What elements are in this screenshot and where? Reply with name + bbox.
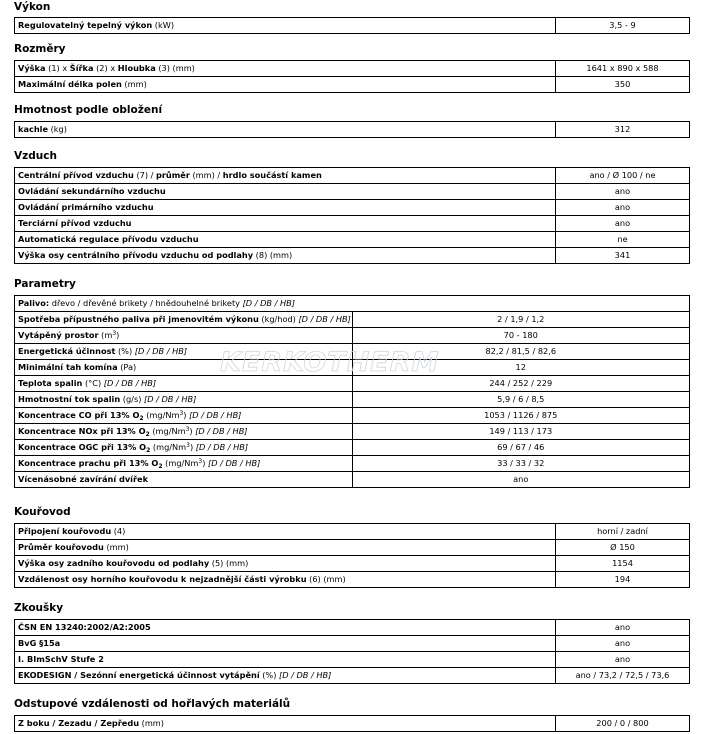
label-part: [D / DB / HB] — [195, 442, 249, 452]
label-subscript: 2 — [139, 415, 144, 422]
spec-row — [15, 232, 690, 248]
section-title: Kouřovod — [14, 506, 71, 518]
label-part: [D / DB / HB] — [195, 426, 248, 436]
label-part: [D / DB / HB] — [189, 410, 242, 420]
spec-row — [15, 440, 690, 456]
label-part: Koncentrace CO při 13% O — [18, 410, 140, 420]
spec-row — [15, 620, 690, 636]
label-part: ) — [202, 458, 209, 468]
label-part: Z boku / Zezadu / Zepředu — [18, 718, 140, 728]
spec-table — [14, 60, 690, 93]
spec-table — [14, 619, 690, 684]
spec-label — [15, 200, 556, 216]
label-part: I. BImSchV Stufe 2 — [18, 654, 104, 664]
spec-value: ano — [556, 620, 690, 636]
section-title: Vzduch — [14, 150, 57, 162]
spec-row — [15, 456, 690, 472]
spec-label — [15, 440, 353, 456]
spec-value: 2 / 1,9 / 1,2 — [352, 312, 690, 328]
spec-value: horní / zadní — [556, 524, 690, 540]
label-part: Výška — [18, 63, 46, 73]
label-part: Připojení kouřovodu — [18, 526, 112, 536]
spec-row — [15, 572, 690, 588]
spec-row — [15, 122, 690, 138]
label-part: kachle — [18, 124, 49, 134]
spec-label — [15, 18, 556, 34]
label-subscript: 2 — [146, 447, 151, 454]
spec-row — [15, 472, 690, 488]
spec-section — [14, 149, 690, 264]
spec-section — [14, 505, 690, 588]
label-part: (m — [98, 330, 113, 340]
label-part: Teplota spalin — [18, 378, 83, 388]
label-part: Hmotnostní tok spalin — [18, 394, 121, 404]
spec-row — [15, 200, 690, 216]
spec-row — [15, 424, 690, 440]
label-superscript: 3 — [198, 458, 203, 465]
spec-value: ano / 73,2 / 72,5 / 73,6 — [556, 668, 690, 684]
label-part: (mg/Nm — [149, 426, 186, 436]
spec-value: 1154 — [556, 556, 690, 572]
spec-row — [15, 556, 690, 572]
label-part: (kg/hod) — [258, 314, 299, 324]
spec-value: ano — [352, 472, 690, 488]
spec-section — [14, 0, 690, 34]
label-part: (g/s) — [120, 394, 145, 404]
spec-label — [15, 61, 556, 77]
spec-row — [15, 652, 690, 668]
label-part: [D / DB / HB] — [103, 378, 157, 388]
label-part: Terciární přívod vzduchu — [18, 218, 132, 228]
spec-value: 12 — [352, 360, 690, 376]
spec-value: 200 / 0 / 800 — [556, 716, 690, 732]
label-part: Hloubka — [117, 63, 156, 73]
label-part: ) — [190, 442, 196, 452]
spec-value: ano — [556, 636, 690, 652]
label-part: (%) — [259, 670, 280, 680]
spec-label — [15, 122, 556, 138]
label-part: (kg) — [48, 124, 67, 134]
label-part: (mm) — [139, 718, 164, 728]
label-part: (1) x — [45, 63, 70, 73]
label-superscript: 3 — [179, 410, 184, 417]
label-part: Koncentrace NOx při 13% O — [18, 426, 146, 436]
label-part: dřevo / dřevěné brikety / hnědouhelné brikety — [49, 298, 243, 308]
spec-table — [14, 295, 690, 488]
spec-table — [14, 715, 690, 732]
spec-label — [15, 456, 353, 472]
watermark-logo: KERKOTHERM — [220, 347, 440, 378]
label-part: Koncentrace prachu při 13% O — [18, 458, 159, 468]
spec-row — [15, 540, 690, 556]
spec-value: ano / Ø 100 / ne — [556, 168, 690, 184]
spec-label — [15, 232, 556, 248]
spec-value: 70 - 180 — [352, 328, 690, 344]
label-part: (mg/Nm — [162, 458, 199, 468]
label-part: [D / DB / HB] — [242, 298, 295, 308]
label-part: (2) x — [93, 63, 118, 73]
label-part: (mm) / — [189, 170, 223, 180]
label-part: průměr — [156, 170, 190, 180]
label-part: EKODESIGN / Sezónní energetická účinnost vytápění — [18, 670, 260, 680]
spec-label — [15, 572, 556, 588]
spec-value: 1053 / 1126 / 875 — [352, 408, 690, 424]
spec-label — [15, 620, 556, 636]
spec-table — [14, 167, 690, 264]
spec-section — [14, 103, 690, 138]
spec-label — [15, 556, 556, 572]
spec-label — [15, 540, 556, 556]
label-part: hrdlo součástí kamen — [222, 170, 322, 180]
spec-row — [15, 61, 690, 77]
spec-label — [15, 328, 353, 344]
spec-value: 244 / 252 / 229 — [352, 376, 690, 392]
spec-label — [15, 668, 556, 684]
spec-label — [15, 312, 353, 328]
spec-label — [15, 652, 556, 668]
label-part: ) — [189, 426, 196, 436]
spec-value: 3,5 - 9 — [556, 18, 690, 34]
spec-label — [15, 716, 556, 732]
label-part: Minimální tah komína — [18, 362, 118, 372]
spec-value: 5,9 / 6 / 8,5 — [352, 392, 690, 408]
spec-value: 1641 x 890 x 588 — [556, 61, 690, 77]
label-part: Spotřeba přípustného paliva při jmenovitém výkonu — [18, 314, 259, 324]
section-title: Rozměry — [14, 43, 66, 55]
spec-label — [15, 248, 556, 264]
spec-value: 350 — [556, 77, 690, 93]
spec-label — [15, 636, 556, 652]
label-part: Výška osy centrálního přívodu vzduchu od podlahy — [18, 250, 254, 260]
spec-value: 82,2 / 81,5 / 82,6 — [352, 344, 690, 360]
spec-row — [15, 636, 690, 652]
section-title: Odstupové vzdálenosti od hořlavých materiálů — [14, 698, 291, 710]
label-part: (mm) — [121, 79, 147, 89]
label-part: (7) / — [133, 170, 157, 180]
label-superscript: 3 — [186, 442, 190, 449]
spec-value: ne — [556, 232, 690, 248]
spec-section — [14, 42, 690, 93]
label-part: Vícenásobné zavírání dvířek — [18, 474, 149, 484]
label-part: (4) — [111, 526, 126, 536]
spec-table — [14, 17, 690, 34]
label-part: Centrální přívod vzduchu — [18, 170, 134, 180]
spec-row — [15, 18, 690, 34]
label-part: (mm) — [103, 542, 129, 552]
label-subscript: 2 — [145, 431, 150, 438]
spec-label — [15, 472, 353, 488]
section-title: Hmotnost podle obložení — [14, 104, 163, 116]
label-part: ČSN EN 13240:2002/A2:2005 — [18, 622, 151, 632]
label-part: ) — [183, 410, 190, 420]
spec-label — [15, 216, 556, 232]
spec-value: 341 — [556, 248, 690, 264]
label-part: [D / DB / HB] — [134, 346, 188, 356]
label-part: (kW) — [152, 20, 175, 30]
label-part: (3) (mm) — [155, 63, 195, 73]
spec-row — [15, 668, 690, 684]
spec-row — [15, 408, 690, 424]
spec-label — [15, 77, 556, 93]
spec-section — [14, 697, 690, 732]
spec-row — [15, 716, 690, 732]
label-part: Energetická účinnost — [18, 346, 116, 356]
label-part: [D / DB / HB] — [208, 458, 261, 468]
spec-value: 69 / 67 / 46 — [352, 440, 690, 456]
section-title: Parametry — [14, 278, 76, 290]
spec-label — [15, 168, 556, 184]
spec-value: ano — [556, 184, 690, 200]
label-part: Výška osy zadního kouřovodu od podlahy — [18, 558, 210, 568]
spec-table — [14, 121, 690, 138]
label-part: ) — [116, 330, 120, 340]
label-part: (°C) — [82, 378, 104, 388]
label-part: Koncentrace OGC při 13% O — [18, 442, 147, 452]
label-superscript: 3 — [185, 426, 190, 433]
label-part: Šířka — [69, 63, 94, 73]
spec-label — [15, 392, 353, 408]
spec-value: 194 — [556, 572, 690, 588]
spec-row — [15, 312, 690, 328]
label-part: (8) (mm) — [253, 250, 293, 260]
label-part: (Pa) — [117, 362, 137, 372]
label-superscript: 3 — [112, 330, 117, 337]
label-part: BvG §15a — [18, 638, 61, 648]
spec-row — [15, 168, 690, 184]
spec-value: ano — [556, 652, 690, 668]
spec-row — [15, 248, 690, 264]
label-part: [D / DB / HB] — [298, 314, 351, 324]
label-part: (mg/Nm — [143, 410, 180, 420]
spec-section — [14, 277, 690, 488]
label-subscript: 2 — [158, 463, 163, 470]
label-part: (%) — [115, 346, 135, 356]
spec-table — [14, 523, 690, 588]
label-part: Maximální délka polen — [18, 79, 122, 89]
spec-row — [15, 328, 690, 344]
spec-row — [15, 524, 690, 540]
section-title: Výkon — [14, 1, 51, 13]
spec-label — [15, 424, 353, 440]
spec-value: 312 — [556, 122, 690, 138]
label-part: Ovládání sekundárního vzduchu — [18, 186, 166, 196]
label-part: Palivo: — [18, 298, 50, 308]
label-part: Průměr kouřovodu — [18, 542, 104, 552]
spec-label — [15, 408, 353, 424]
spec-value: 149 / 113 / 173 — [352, 424, 690, 440]
spec-value: ano — [556, 200, 690, 216]
spec-row — [15, 77, 690, 93]
label-part: Ovládání primárního vzduchu — [18, 202, 154, 212]
spec-row — [15, 296, 690, 312]
spec-row — [15, 216, 690, 232]
spec-value: ano — [556, 216, 690, 232]
label-part: (6) (mm) — [306, 574, 346, 584]
label-part: [D / DB / HB] — [279, 670, 332, 680]
spec-label — [15, 296, 690, 312]
spec-row — [15, 392, 690, 408]
label-part: Vzdálenost osy horního kouřovodu k nejzadnější části výrobku — [18, 574, 307, 584]
spec-label — [15, 524, 556, 540]
section-title: Zkoušky — [14, 602, 64, 614]
spec-value: 33 / 33 / 32 — [352, 456, 690, 472]
label-part: Automatická regulace přívodu vzduchu — [18, 234, 199, 244]
label-part: Regulovatelný tepelný výkon — [18, 20, 153, 30]
label-part: (mg/Nm — [150, 442, 187, 452]
label-part: [D / DB / HB] — [144, 394, 197, 404]
spec-section — [14, 601, 690, 684]
label-part: Vytápěný prostor — [18, 330, 99, 340]
spec-value: Ø 150 — [556, 540, 690, 556]
label-part: (5) (mm) — [209, 558, 249, 568]
spec-row — [15, 184, 690, 200]
spec-label — [15, 184, 556, 200]
